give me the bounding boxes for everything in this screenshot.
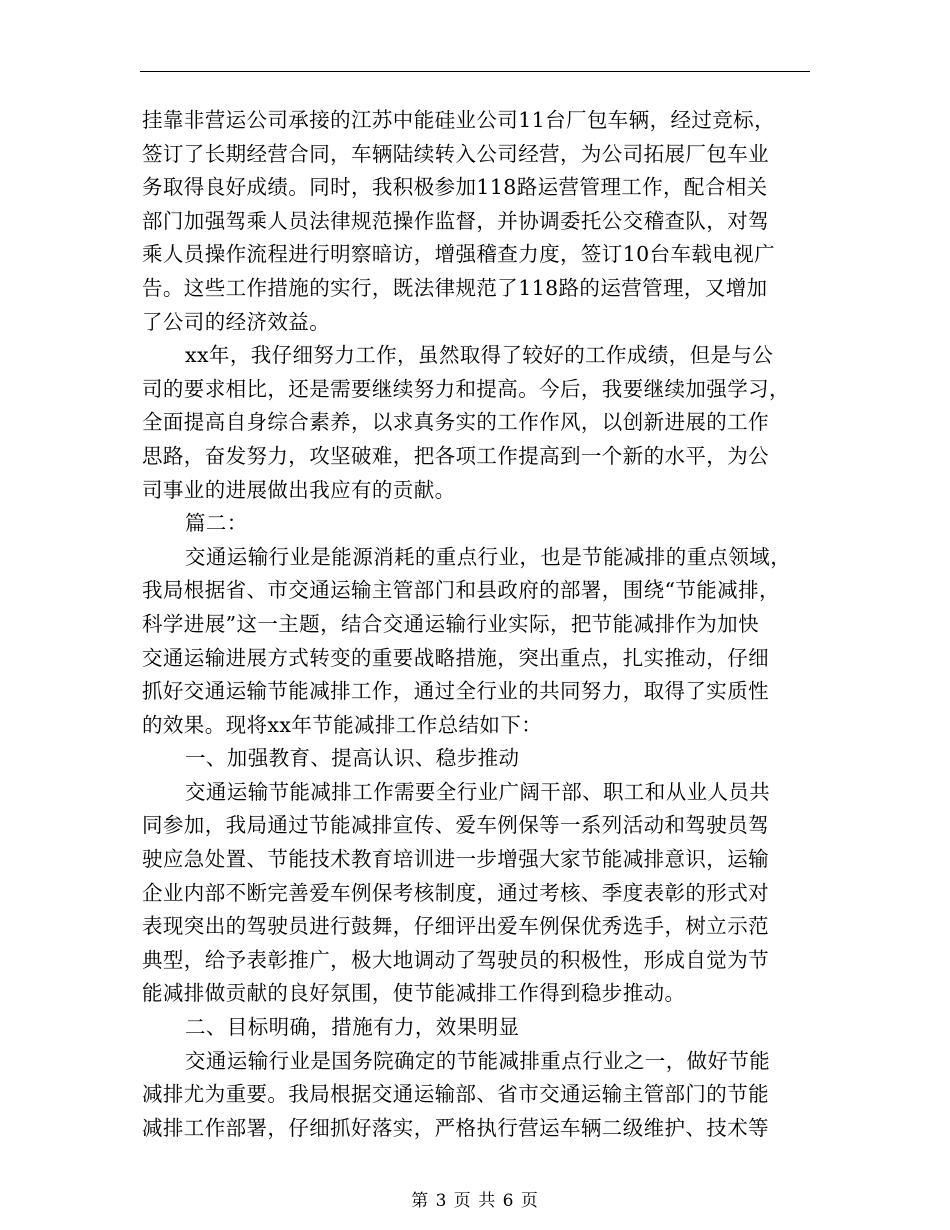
text-line: 乘人员操作流程进行明察暗访，增强稽查力度，签订10台车载电视广	[142, 242, 775, 267]
text-line: 驶应急处置、节能技术教育培训进一步增强大家节能减排意识，运输	[142, 847, 769, 872]
text-line: 部门加强驾乘人员法律规范操作监督，并协调委托公交稽查队，对驾	[142, 208, 769, 233]
text-line: 减排尤为重要。我局根据交通运输部、省市交通运输主管部门的节能	[142, 1082, 769, 1107]
text-line: 典型，给予表彰推广，极大地调动了驾驶员的积极性，形成自觉为节	[142, 947, 769, 972]
text-line: 全面提高自身综合素养，以求真务实的工作作风，以创新进展的工作	[142, 410, 769, 435]
text-line: 签订了长期经营合同，车辆陆续转入公司经营，为公司拓展厂包车业	[142, 141, 769, 166]
text-line: 务取得良好成绩。同时，我积极参加118路运营管理工作，配合相关	[142, 175, 768, 200]
text-line: 司事业的进展做出我应有的贡献。	[142, 477, 456, 502]
text-line: 交通运输行业是能源消耗的重点行业，也是节能减排的重点领域，	[185, 544, 792, 569]
text-line: 二、目标明确，措施有力，效果明显	[185, 1015, 520, 1040]
text-line: 一、加强教育、提高认识、稳步推动	[185, 746, 520, 771]
text-line: 我局根据省、市交通运输主管部门和县政府的部署，围绕“节能减排，	[142, 578, 780, 603]
text-line: 交通运输进展方式转变的重要战略措施，突出重点，扎实推动，仔细	[142, 645, 769, 670]
text-line: 减排工作部署，仔细抓好落实，严格执行营运车辆二级维护、技术等	[142, 1115, 769, 1140]
document-body	[142, 104, 810, 1145]
text-line: 抓好交通运输节能减排工作，通过全行业的共同努力，取得了实质性	[142, 679, 769, 704]
page-number: 第 3 页 共 6 页	[411, 1191, 539, 1211]
text-line: 科学进展”这一主题，结合交通运输行业实际，把节能减排作为加快	[142, 611, 759, 636]
text-line: 篇二：	[185, 511, 248, 536]
text-line: 思路，奋发努力，攻坚破难，把各项工作提高到一个新的水平，为公	[142, 443, 769, 468]
text-line: 挂靠非营运公司承接的江苏中能硅业公司11台厂包车辆，经过竞标，	[142, 108, 775, 132]
text-line: 企业内部不断完善爱车例保考核制度，通过考核、季度表彰的形式对	[142, 880, 769, 905]
text-line: 交通运输行业是国务院确定的节能减排重点行业之一，做好节能	[185, 1048, 771, 1073]
text-line: 同参加，我局通过节能减排宣传、爱车例保等一系列活动和驾驶员驾	[142, 813, 769, 838]
text-line: 告。这些工作措施的实行，既法律规范了118路的运营管理，又增加	[142, 275, 768, 300]
text-line: 交通运输节能减排工作需要全行业广阔干部、职工和从业人员共	[185, 779, 771, 804]
text-line: xx年，我仔细努力工作，虽然取得了较好的工作成绩，但是与公	[185, 343, 774, 368]
header-rule	[140, 71, 810, 72]
text-line: 表现突出的驾驶员进行鼓舞，仔细评出爱车例保优秀选手，树立示范	[142, 914, 769, 939]
text-line: 了公司的经济效益。	[142, 309, 331, 334]
text-line: 的效果。现将xx年节能减排工作总结如下：	[142, 712, 543, 737]
text-line: 司的要求相比，还是需要继续努力和提高。今后，我要继续加强学习，	[142, 376, 790, 401]
text-line: 能减排做贡献的良好氛围，使节能减排工作得到稳步推动。	[142, 981, 686, 1006]
